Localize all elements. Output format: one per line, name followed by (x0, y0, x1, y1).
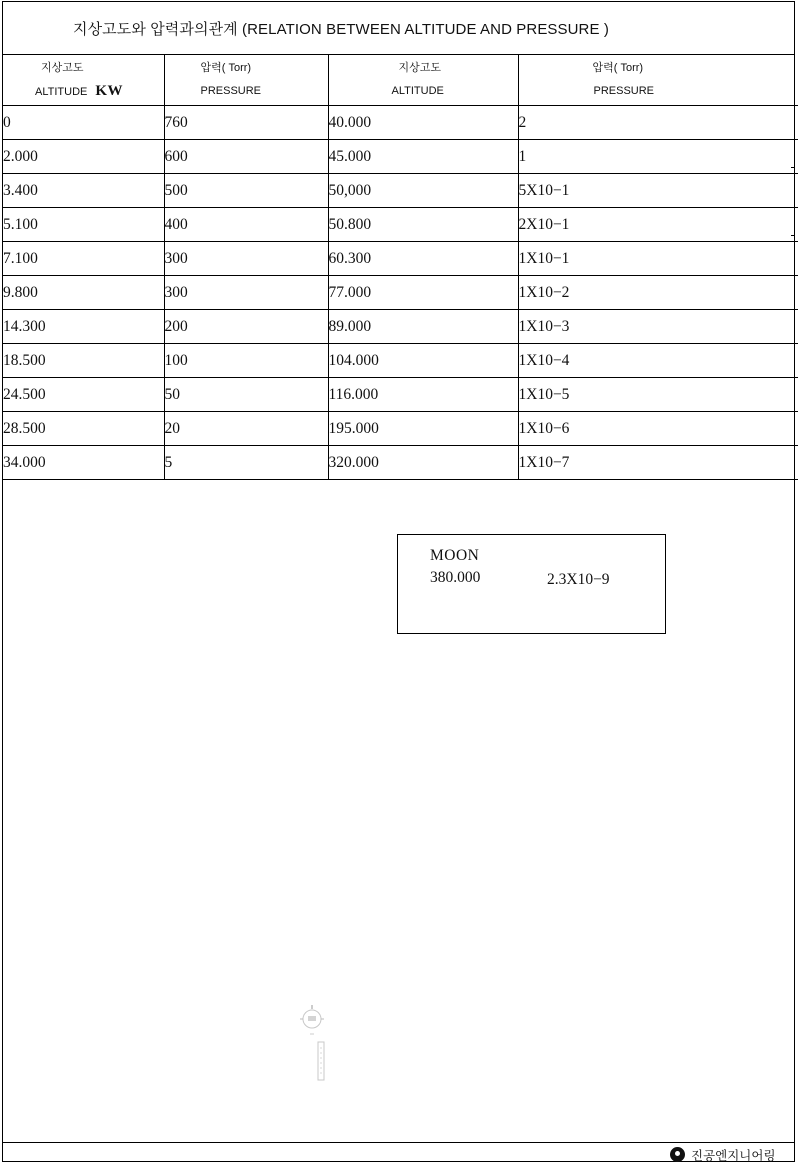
altitude-cell: 7.100 (3, 242, 164, 276)
pressure-cell: 300 (164, 276, 328, 310)
header-pressure-2 (518, 55, 798, 106)
header-pressure-1 (164, 55, 328, 106)
altitude-cell: 40.000 (328, 106, 518, 140)
header-korean: 압력( Torr) (200, 62, 252, 74)
altitude-cell: 320.000 (328, 446, 518, 480)
moon-altitude: 380.000 (430, 569, 481, 586)
edge-tick (791, 167, 795, 168)
table-row (3, 276, 798, 310)
header-altitude-1 (3, 55, 164, 106)
header-english: ALTITUDE (391, 85, 444, 97)
edge-tick (791, 235, 795, 236)
altitude-cell: 50,000 (328, 174, 518, 208)
altitude-cell: 9.800 (3, 276, 164, 310)
table-row (3, 140, 798, 174)
pressure-cell: 20 (164, 412, 328, 446)
altitude-cell: 18.500 (3, 344, 164, 378)
header-unit: KW (95, 82, 124, 99)
table-row (3, 378, 798, 412)
document-page (2, 1, 795, 1162)
pressure-cell: 200 (164, 310, 328, 344)
table-row (3, 106, 798, 140)
altitude-cell: 60.300 (328, 242, 518, 276)
header-english: PRESSURE (200, 85, 262, 97)
header-altitude-2 (328, 55, 518, 106)
altitude-cell: 89.000 (328, 310, 518, 344)
altitude-cell: 3.400 (3, 174, 164, 208)
altitude-pressure-table (3, 55, 798, 480)
altitude-cell: 104.000 (328, 344, 518, 378)
altitude-cell: 45.000 (328, 140, 518, 174)
pressure-cell: 1X10−3 (518, 310, 798, 344)
altitude-cell: 50.800 (328, 208, 518, 242)
pressure-cell: 5 (164, 446, 328, 480)
altitude-cell: 24.500 (3, 378, 164, 412)
pressure-cell: 1X10−4 (518, 344, 798, 378)
altitude-cell: 5.100 (3, 208, 164, 242)
altitude-cell: 14.300 (3, 310, 164, 344)
table-row (3, 174, 798, 208)
pressure-cell: 1X10−6 (518, 412, 798, 446)
pressure-cell: 600 (164, 140, 328, 174)
pressure-cell: 400 (164, 208, 328, 242)
altitude-cell: 28.500 (3, 412, 164, 446)
altitude-cell: 2.000 (3, 140, 164, 174)
pressure-cell: 1X10−5 (518, 378, 798, 412)
pressure-cell: 1X10−1 (518, 242, 798, 276)
pressure-cell: 2X10−1 (518, 208, 798, 242)
header-english: PRESSURE (593, 85, 655, 97)
footer-divider (3, 1142, 794, 1143)
moon-label: MOON (430, 547, 480, 564)
header-english: ALTITUDE (35, 85, 88, 98)
moon-info-box (397, 534, 666, 634)
pressure-cell: 5X10−1 (518, 174, 798, 208)
pressure-cell: 100 (164, 344, 328, 378)
pressure-cell: 2 (518, 106, 798, 140)
company-name: 진공엔지니어링 (691, 1149, 776, 1163)
header-korean: 압력( Torr) (592, 62, 644, 74)
pressure-cell: 1 (518, 140, 798, 174)
pressure-cell: 760 (164, 106, 328, 140)
pressure-cell: 50 (164, 378, 328, 412)
pressure-cell: 1X10−7 (518, 446, 798, 480)
header-korean: 지상고도 (398, 62, 442, 74)
table-row (3, 344, 798, 378)
table-header-row (3, 55, 798, 106)
header-korean: 지상고도 (41, 61, 84, 74)
table-row (3, 242, 798, 276)
pressure-cell: 500 (164, 174, 328, 208)
altitude-cell: 77.000 (328, 276, 518, 310)
document-title: 지상고도와 압력과의관계 (RELATION BETWEEN ALTITUDE AND PRESSURE ) (73, 21, 609, 38)
moon-pressure: 2.3X10−9 (547, 571, 610, 588)
table-row (3, 208, 798, 242)
table-row (3, 310, 798, 344)
altitude-cell: 34.000 (3, 446, 164, 480)
faint-stamp-icon (297, 1002, 327, 1084)
altitude-cell: 0 (3, 106, 164, 140)
table-row (3, 446, 798, 480)
pressure-cell: 300 (164, 242, 328, 276)
company-logo-icon (670, 1147, 685, 1162)
table-row (3, 412, 798, 446)
pressure-cell: 1X10−2 (518, 276, 798, 310)
altitude-cell: 195.000 (328, 412, 518, 446)
altitude-cell: 116.000 (328, 378, 518, 412)
